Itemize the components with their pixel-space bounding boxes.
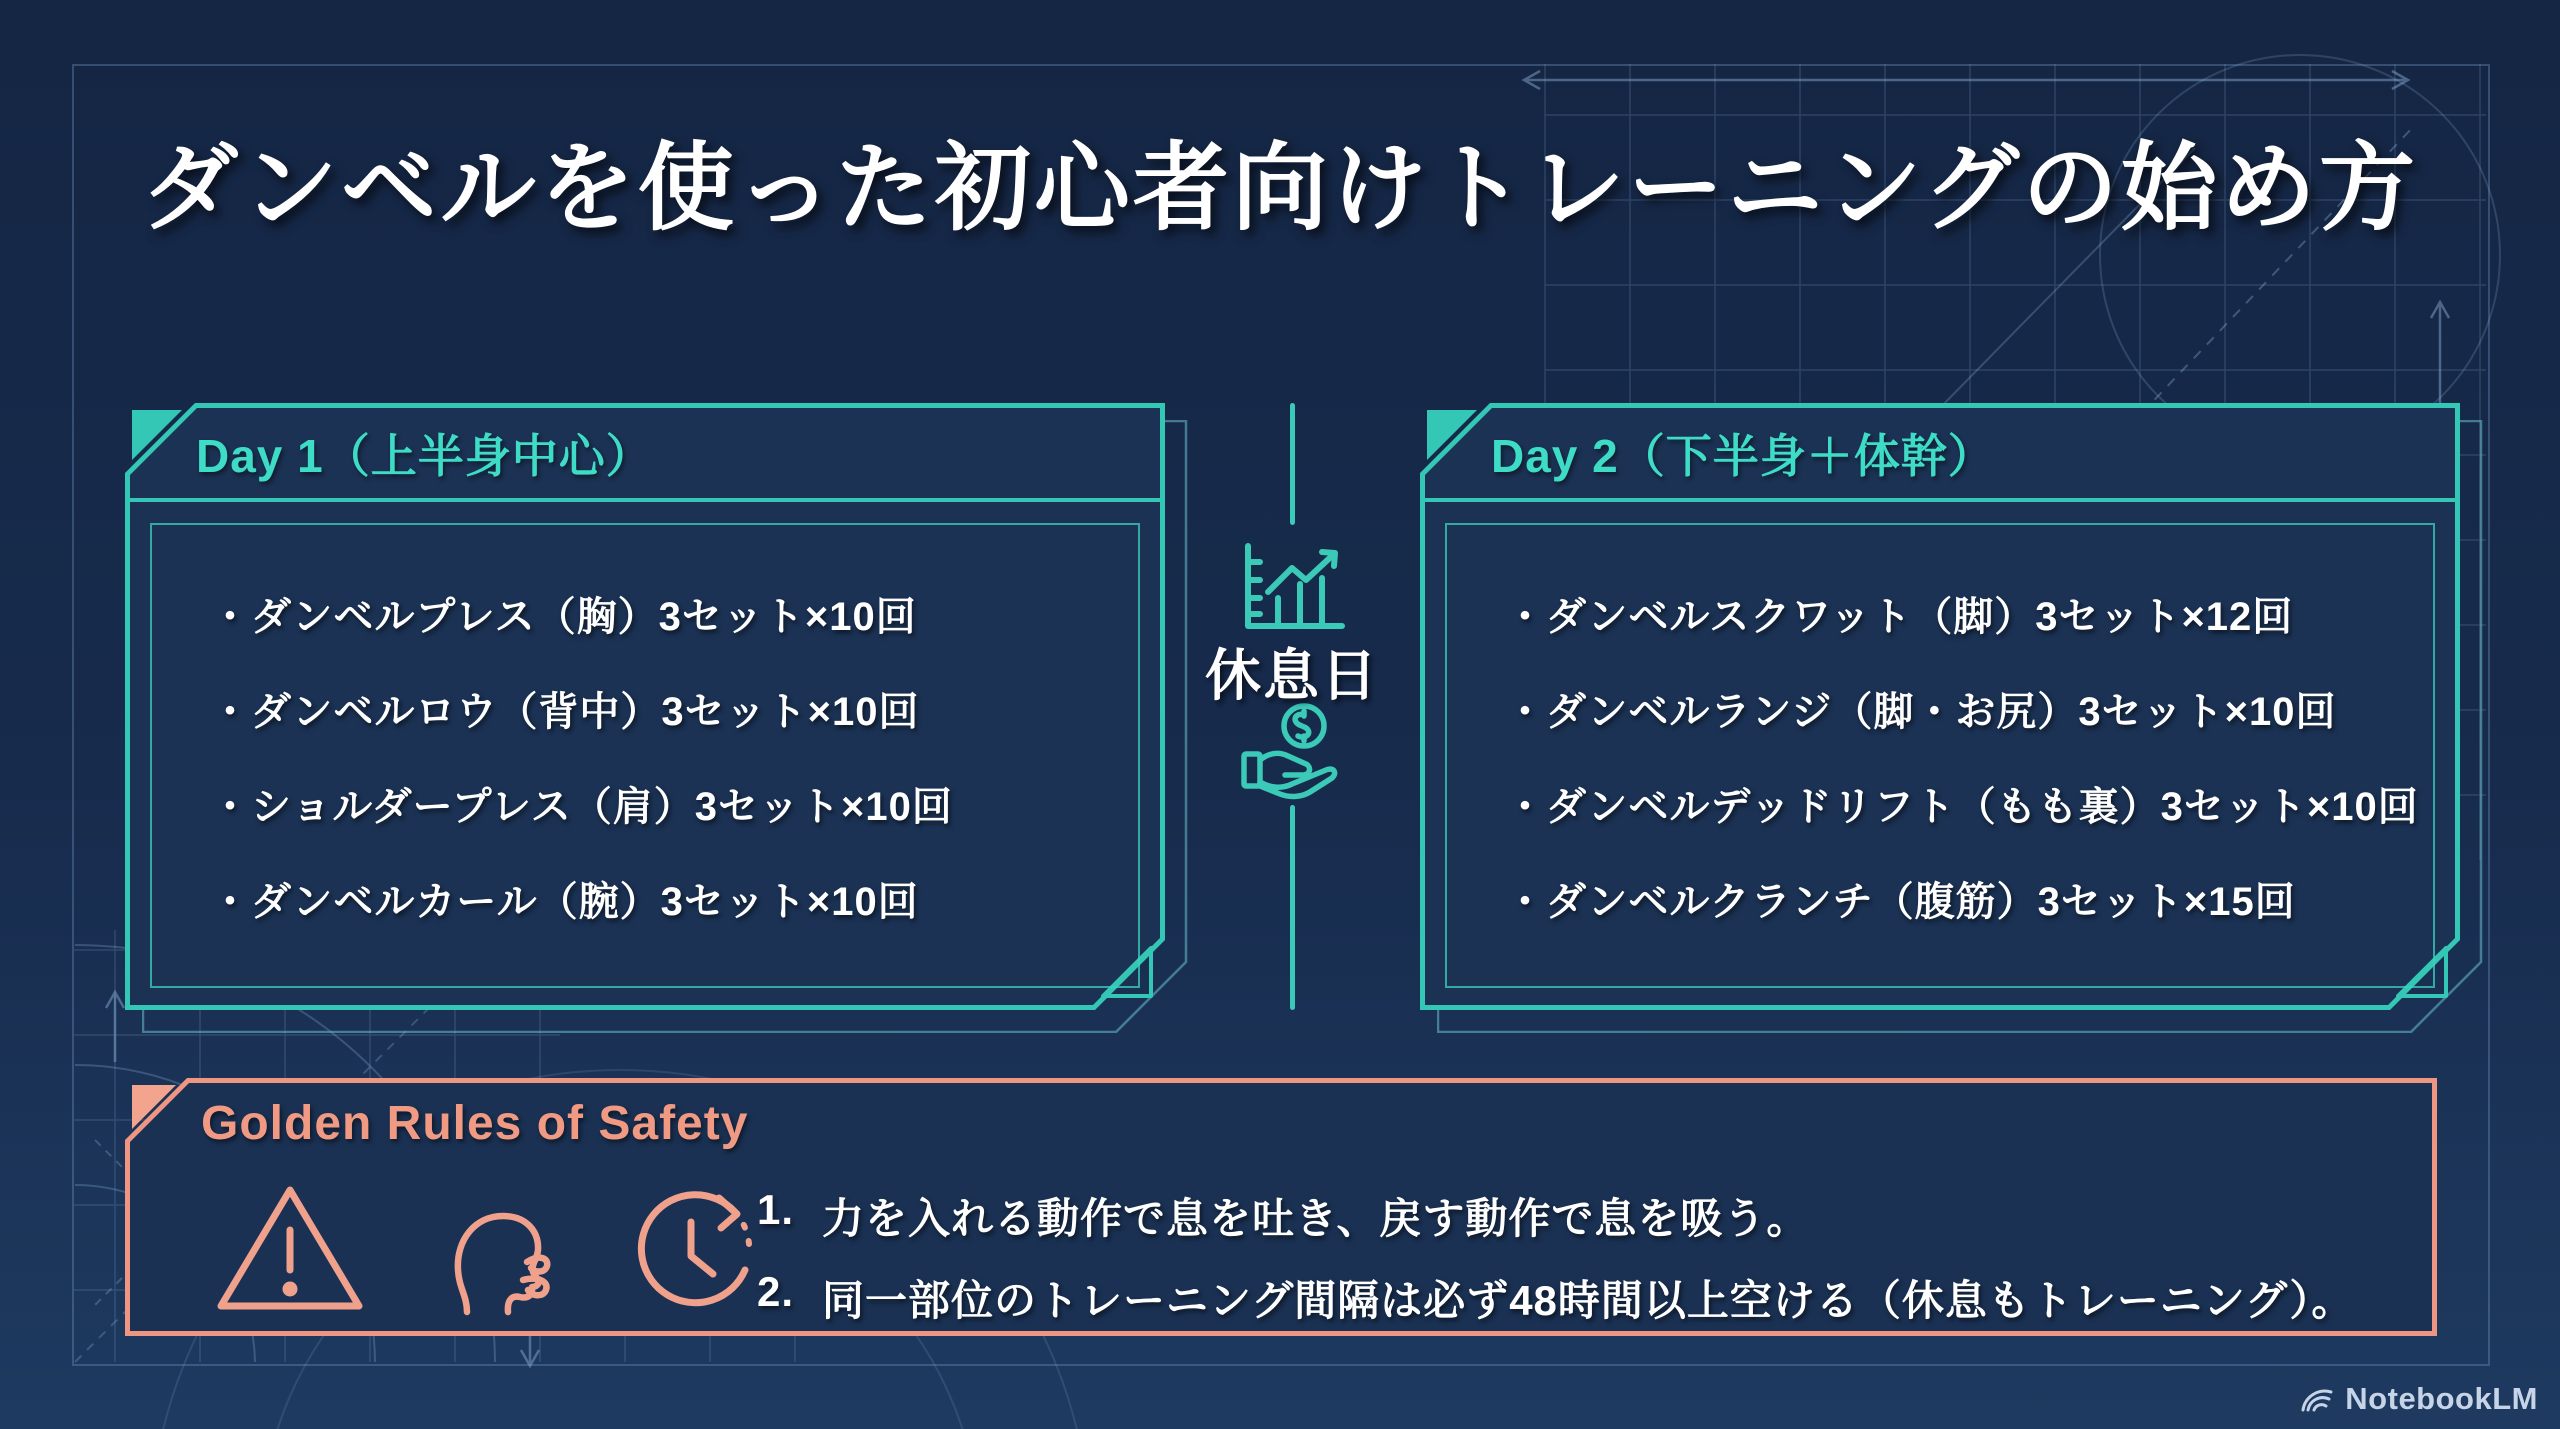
notebooklm-logo-icon [2299,1383,2335,1415]
list-item: ・ダンベルカール（腕）3セット×10回 [210,879,919,924]
notebooklm-branding [2299,1381,2538,1417]
rest-day-label: 休息日 [1205,644,1379,707]
warning-triangle-icon [211,1178,369,1318]
list-item: ・ダンベルスクワット（脚）3セット×12回 [1505,594,2294,639]
day2-card [1420,403,2460,1010]
rule-number: 2. [757,1268,795,1315]
list-item: ・ダンベルランジ（脚・お尻）3セット×10回 [1505,689,2337,734]
list-item: ・ダンベルロウ（背中）3セット×10回 [210,689,920,734]
rule-text: 同一部位のトレーニング間隔は必ず48時間以上空ける（休息もトレーニング）。 [822,1277,2355,1324]
list-item: ・ダンベルデッドリフト（もも裏）3セット×10回 [1505,784,2419,829]
safety-icon-row [211,1178,769,1318]
safety-rule [757,1268,2354,1328]
page-title: ダンベルを使った初心者向けトレーニングの始め方 [141,135,2419,242]
bar-chart-growth-icon [1238,540,1354,632]
safety-title: Golden Rules of Safety [201,1097,749,1150]
day2-title: Day 2（下半身＋体幹） [1491,430,1995,482]
day1-card [125,403,1165,1010]
list-item: ・ショルダープレス（肩）3セット×10回 [210,784,953,829]
day1-header [130,408,1160,502]
list-item: ・ダンベルプレス（胸）3セット×10回 [210,594,917,639]
timer-clock-icon [625,1178,769,1318]
exhale-breathing-icon [431,1178,563,1318]
divider-line-bottom [1290,805,1295,1010]
divider-line-top [1290,403,1295,525]
day2-header [1425,408,2455,502]
day2-exercise-list [1445,523,2435,988]
safety-rules-box [125,1078,2437,1336]
coin-in-hand-icon [1238,702,1350,802]
safety-rule-list [757,1186,2354,1328]
brand-name: NotebookLM [2345,1381,2538,1416]
day1-exercise-list [150,523,1140,988]
list-item: ・ダンベルクランチ（腹筋）3セット×15回 [1505,879,2296,924]
safety-rule [757,1186,2354,1246]
rule-number: 1. [757,1186,795,1233]
day1-title: Day 1（上半身中心） [196,430,653,482]
rule-text: 力を入れる動作で息を吐き、戻す動作で息を吸う。 [822,1195,1810,1242]
safety-corner-accent [132,1085,176,1129]
